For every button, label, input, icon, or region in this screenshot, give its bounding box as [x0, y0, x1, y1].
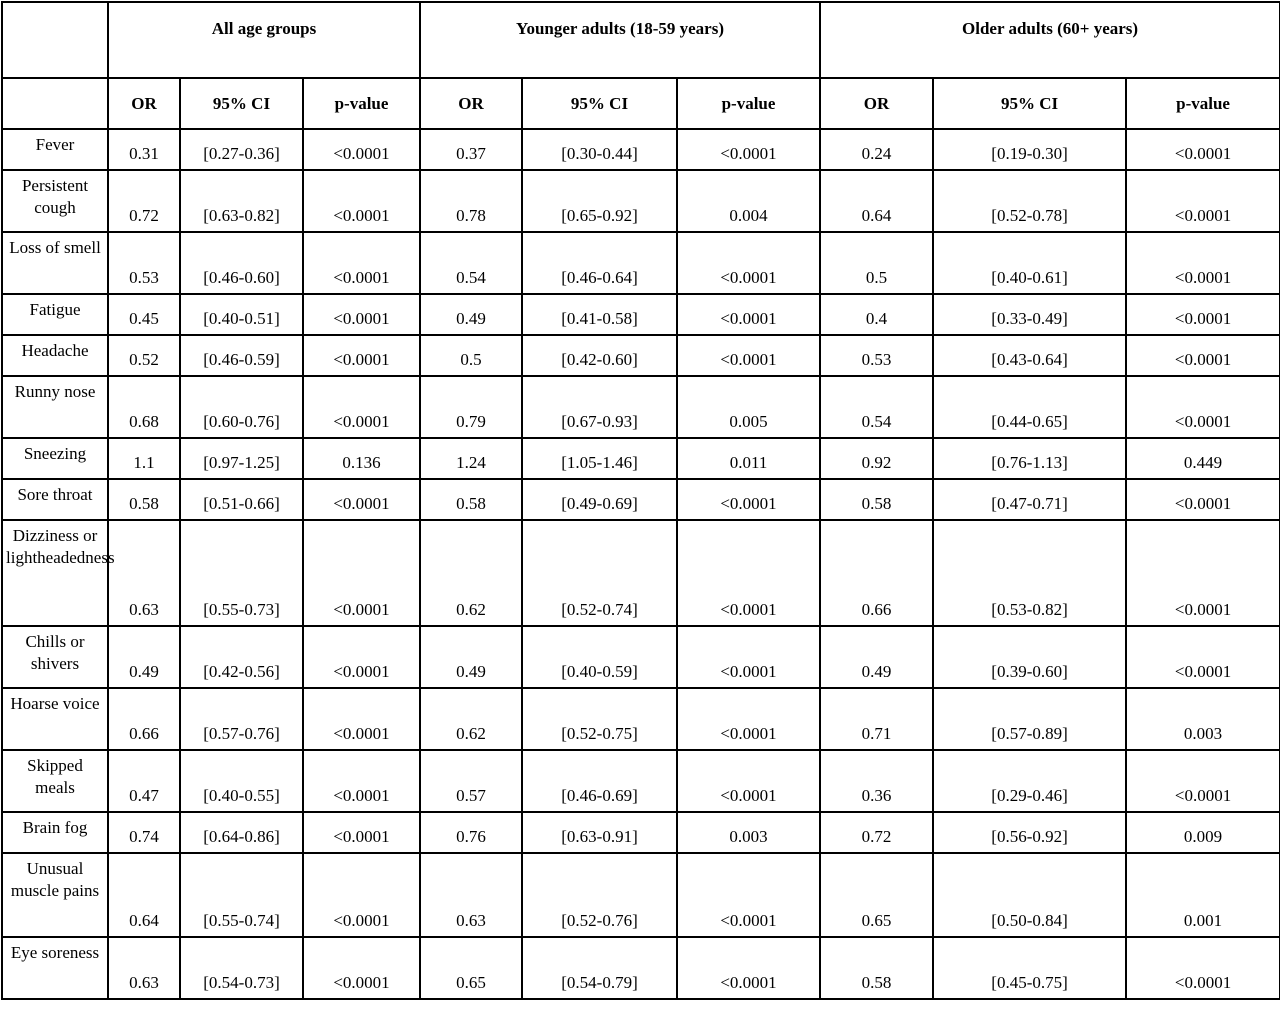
- table-row: [2, 170, 1280, 232]
- symptom-label: Fever: [2, 129, 108, 170]
- ci-value: [0.40-0.55]: [180, 750, 303, 812]
- or-value: 0.49: [420, 294, 522, 335]
- ci-value: [0.49-0.69]: [522, 479, 677, 520]
- p-value: <0.0001: [1126, 479, 1280, 520]
- ci-value: [0.76-1.13]: [933, 438, 1126, 479]
- table-row: [2, 626, 1280, 688]
- p-value: <0.0001: [1126, 170, 1280, 232]
- table-row: [2, 335, 1280, 376]
- group-header-all-ages: All age groups: [108, 2, 420, 78]
- ci-value: [0.46-0.60]: [180, 232, 303, 294]
- subheader-blank: [2, 78, 108, 129]
- p-value: 0.449: [1126, 438, 1280, 479]
- subheader-row: [2, 78, 1280, 129]
- table-row: [2, 812, 1280, 853]
- p-value: <0.0001: [1126, 750, 1280, 812]
- ci-value: [0.55-0.73]: [180, 520, 303, 626]
- or-value: 0.64: [108, 853, 180, 937]
- or-value: 0.79: [420, 376, 522, 438]
- subheader-or: OR: [108, 78, 180, 129]
- ci-value: [0.52-0.74]: [522, 520, 677, 626]
- ci-value: [0.60-0.76]: [180, 376, 303, 438]
- symptom-label: Brain fog: [2, 812, 108, 853]
- subheader-p-value: p-value: [677, 78, 820, 129]
- or-value: 0.58: [820, 479, 933, 520]
- subheader-ci: 95% CI: [933, 78, 1126, 129]
- ci-value: [0.51-0.66]: [180, 479, 303, 520]
- ci-value: [0.40-0.59]: [522, 626, 677, 688]
- or-value: 0.62: [420, 688, 522, 750]
- table-row: [2, 129, 1280, 170]
- ci-value: [0.52-0.75]: [522, 688, 677, 750]
- p-value: <0.0001: [1126, 937, 1280, 999]
- p-value: <0.0001: [303, 479, 420, 520]
- ci-value: [0.63-0.82]: [180, 170, 303, 232]
- or-value: 0.66: [820, 520, 933, 626]
- p-value: 0.004: [677, 170, 820, 232]
- or-value: 0.49: [420, 626, 522, 688]
- p-value: <0.0001: [303, 129, 420, 170]
- ci-value: [0.19-0.30]: [933, 129, 1126, 170]
- or-value: 0.66: [108, 688, 180, 750]
- or-value: 0.5: [820, 232, 933, 294]
- p-value: <0.0001: [677, 129, 820, 170]
- ci-value: [0.57-0.76]: [180, 688, 303, 750]
- or-value: 0.5: [420, 335, 522, 376]
- p-value: <0.0001: [677, 937, 820, 999]
- p-value: <0.0001: [677, 232, 820, 294]
- symptom-label: Chills or shivers: [2, 626, 108, 688]
- or-value: 0.58: [820, 937, 933, 999]
- symptom-label: Unusual muscle pains: [2, 853, 108, 937]
- ci-value: [0.46-0.64]: [522, 232, 677, 294]
- p-value: 0.011: [677, 438, 820, 479]
- p-value: <0.0001: [303, 853, 420, 937]
- ci-value: [0.52-0.78]: [933, 170, 1126, 232]
- or-value: 0.62: [420, 520, 522, 626]
- p-value: <0.0001: [677, 520, 820, 626]
- corner-cell: [2, 2, 108, 78]
- p-value: 0.001: [1126, 853, 1280, 937]
- ci-value: [0.54-0.73]: [180, 937, 303, 999]
- symptom-label: Runny nose: [2, 376, 108, 438]
- ci-value: [0.33-0.49]: [933, 294, 1126, 335]
- ci-value: [0.50-0.84]: [933, 853, 1126, 937]
- ci-value: [0.57-0.89]: [933, 688, 1126, 750]
- or-value: 0.4: [820, 294, 933, 335]
- subheader-or: OR: [820, 78, 933, 129]
- or-value: 0.72: [820, 812, 933, 853]
- ci-value: [0.44-0.65]: [933, 376, 1126, 438]
- p-value: <0.0001: [1126, 626, 1280, 688]
- p-value: <0.0001: [303, 335, 420, 376]
- or-value: 0.49: [108, 626, 180, 688]
- or-value: 0.57: [420, 750, 522, 812]
- odds-ratio-table: [1, 1, 1280, 1000]
- or-value: 0.76: [420, 812, 522, 853]
- p-value: <0.0001: [677, 335, 820, 376]
- ci-value: [0.45-0.75]: [933, 937, 1126, 999]
- p-value: <0.0001: [677, 853, 820, 937]
- or-value: 0.54: [420, 232, 522, 294]
- ci-value: [0.46-0.59]: [180, 335, 303, 376]
- ci-value: [0.56-0.92]: [933, 812, 1126, 853]
- ci-value: [0.52-0.76]: [522, 853, 677, 937]
- symptom-label: Sneezing: [2, 438, 108, 479]
- subheader-ci: 95% CI: [180, 78, 303, 129]
- or-value: 0.78: [420, 170, 522, 232]
- or-value: 0.31: [108, 129, 180, 170]
- p-value: <0.0001: [677, 626, 820, 688]
- ci-value: [0.27-0.36]: [180, 129, 303, 170]
- p-value: <0.0001: [303, 626, 420, 688]
- or-value: 0.63: [420, 853, 522, 937]
- or-value: 0.65: [420, 937, 522, 999]
- p-value: <0.0001: [303, 376, 420, 438]
- ci-value: [0.42-0.56]: [180, 626, 303, 688]
- or-value: 0.24: [820, 129, 933, 170]
- p-value: <0.0001: [303, 750, 420, 812]
- table-row: [2, 479, 1280, 520]
- symptom-label: Eye soreness: [2, 937, 108, 999]
- ci-value: [0.55-0.74]: [180, 853, 303, 937]
- group-header-older-adults: Older adults (60+ years): [820, 2, 1280, 78]
- subheader-p-value: p-value: [303, 78, 420, 129]
- symptom-label: Fatigue: [2, 294, 108, 335]
- table-row: [2, 750, 1280, 812]
- p-value: <0.0001: [303, 688, 420, 750]
- p-value: <0.0001: [303, 294, 420, 335]
- p-value: <0.0001: [1126, 376, 1280, 438]
- symptom-label: Hoarse voice: [2, 688, 108, 750]
- table-body: [2, 129, 1280, 999]
- table-row: [2, 438, 1280, 479]
- or-value: 0.74: [108, 812, 180, 853]
- or-value: 0.58: [420, 479, 522, 520]
- table-row: [2, 376, 1280, 438]
- ci-value: [0.65-0.92]: [522, 170, 677, 232]
- ci-value: [0.46-0.69]: [522, 750, 677, 812]
- or-value: 0.64: [820, 170, 933, 232]
- ci-value: [0.53-0.82]: [933, 520, 1126, 626]
- table-row: [2, 294, 1280, 335]
- or-value: 0.58: [108, 479, 180, 520]
- p-value: <0.0001: [1126, 520, 1280, 626]
- symptom-label: Headache: [2, 335, 108, 376]
- subheader-p-value: p-value: [1126, 78, 1280, 129]
- ci-value: [1.05-1.46]: [522, 438, 677, 479]
- group-header-row: [2, 2, 1280, 78]
- ci-value: [0.40-0.61]: [933, 232, 1126, 294]
- p-value: <0.0001: [677, 688, 820, 750]
- p-value: <0.0001: [303, 170, 420, 232]
- or-value: 1.1: [108, 438, 180, 479]
- ci-value: [0.30-0.44]: [522, 129, 677, 170]
- table-row: [2, 937, 1280, 999]
- p-value: 0.136: [303, 438, 420, 479]
- p-value: <0.0001: [1126, 294, 1280, 335]
- or-value: 0.37: [420, 129, 522, 170]
- symptom-label: Sore throat: [2, 479, 108, 520]
- symptom-label: Loss of smell: [2, 232, 108, 294]
- or-value: 0.71: [820, 688, 933, 750]
- symptom-label: Dizziness or lightheadedness: [2, 520, 108, 626]
- or-value: 1.24: [420, 438, 522, 479]
- or-value: 0.52: [108, 335, 180, 376]
- p-value: 0.003: [1126, 688, 1280, 750]
- or-value: 0.72: [108, 170, 180, 232]
- subheader-or: OR: [420, 78, 522, 129]
- symptom-label: Skipped meals: [2, 750, 108, 812]
- or-value: 0.63: [108, 937, 180, 999]
- table-row: [2, 853, 1280, 937]
- or-value: 0.68: [108, 376, 180, 438]
- group-header-younger-adults: Younger adults (18-59 years): [420, 2, 820, 78]
- ci-value: [0.97-1.25]: [180, 438, 303, 479]
- ci-value: [0.40-0.51]: [180, 294, 303, 335]
- ci-value: [0.47-0.71]: [933, 479, 1126, 520]
- p-value: 0.009: [1126, 812, 1280, 853]
- p-value: <0.0001: [303, 937, 420, 999]
- or-value: 0.47: [108, 750, 180, 812]
- subheader-ci: 95% CI: [522, 78, 677, 129]
- or-value: 0.36: [820, 750, 933, 812]
- p-value: <0.0001: [1126, 232, 1280, 294]
- or-value: 0.53: [820, 335, 933, 376]
- ci-value: [0.64-0.86]: [180, 812, 303, 853]
- ci-value: [0.29-0.46]: [933, 750, 1126, 812]
- p-value: <0.0001: [677, 294, 820, 335]
- ci-value: [0.42-0.60]: [522, 335, 677, 376]
- p-value: <0.0001: [303, 232, 420, 294]
- table-row: [2, 232, 1280, 294]
- p-value: <0.0001: [677, 479, 820, 520]
- or-value: 0.45: [108, 294, 180, 335]
- ci-value: [0.43-0.64]: [933, 335, 1126, 376]
- ci-value: [0.67-0.93]: [522, 376, 677, 438]
- p-value: 0.003: [677, 812, 820, 853]
- p-value: 0.005: [677, 376, 820, 438]
- symptom-label: Persistent cough: [2, 170, 108, 232]
- table-row: [2, 520, 1280, 626]
- or-value: 0.63: [108, 520, 180, 626]
- p-value: <0.0001: [677, 750, 820, 812]
- or-value: 0.53: [108, 232, 180, 294]
- ci-value: [0.54-0.79]: [522, 937, 677, 999]
- or-value: 0.54: [820, 376, 933, 438]
- table-row: [2, 688, 1280, 750]
- p-value: <0.0001: [303, 520, 420, 626]
- p-value: <0.0001: [1126, 129, 1280, 170]
- p-value: <0.0001: [303, 812, 420, 853]
- or-value: 0.65: [820, 853, 933, 937]
- p-value: <0.0001: [1126, 335, 1280, 376]
- ci-value: [0.41-0.58]: [522, 294, 677, 335]
- ci-value: [0.63-0.91]: [522, 812, 677, 853]
- or-value: 0.49: [820, 626, 933, 688]
- ci-value: [0.39-0.60]: [933, 626, 1126, 688]
- or-value: 0.92: [820, 438, 933, 479]
